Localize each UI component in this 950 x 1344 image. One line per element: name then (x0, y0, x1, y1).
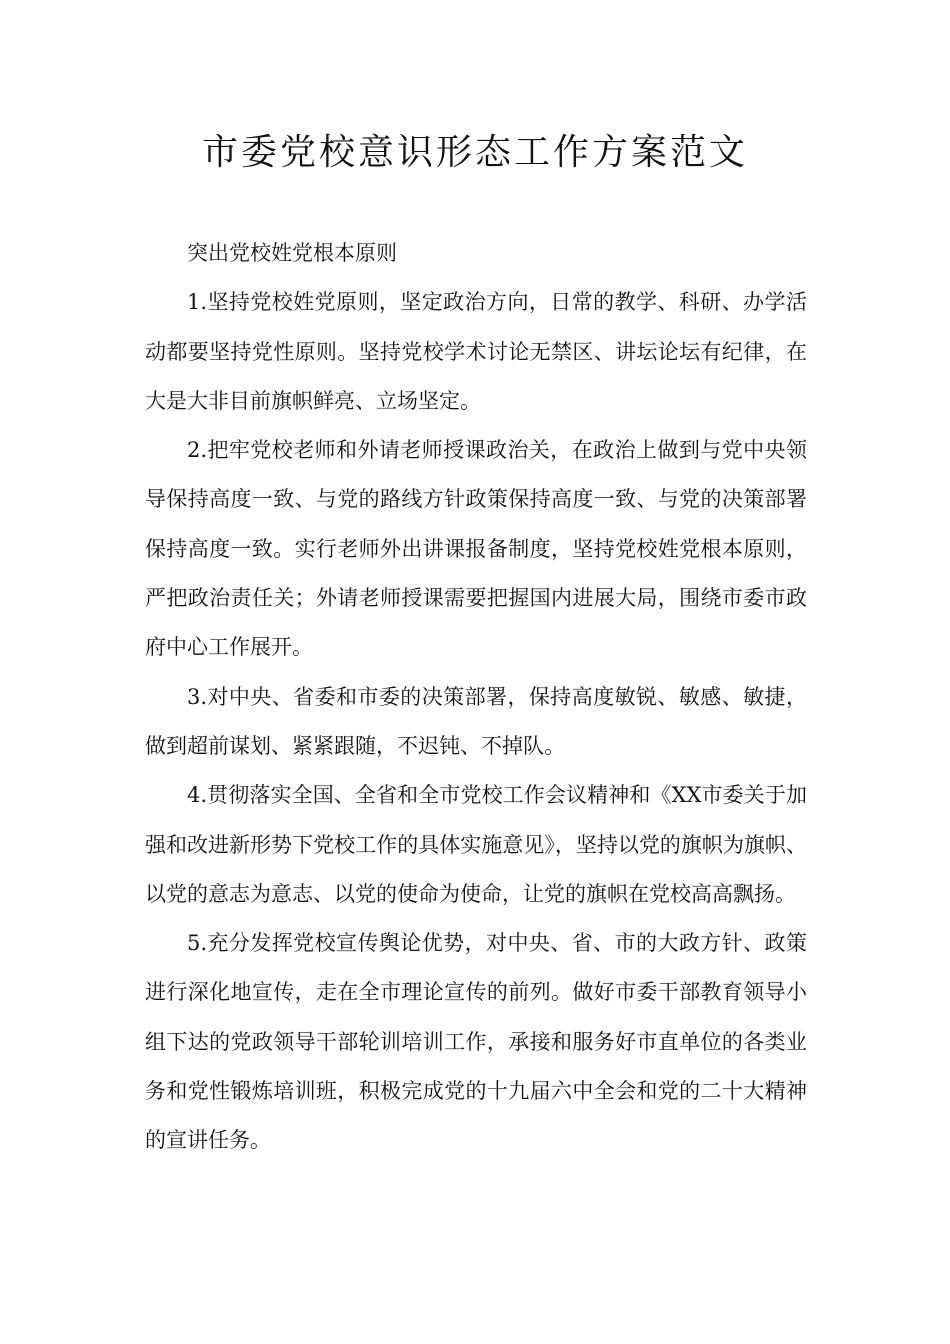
document-body (145, 229, 807, 1166)
document-title: 市委党校意识形态工作方案范文 (201, 132, 748, 173)
section-heading: 突出党校姓党根本原则 (187, 241, 397, 265)
paragraph-3: 3.对中央、省委和市委的决策部署，保持高度敏锐、敏感、敏捷，做到超前谋划、紧紧跟随，不迟钝、不掉队。 (145, 684, 807, 758)
paragraph-2: 2.把牢党校老师和外请老师授课政治关，在政治上做到与党中央领导保持高度一致、与党的路线方针政策保持高度一致、与党的决策部署保持高度一致。实行老师外出讲课报备制度，坚持党校姓党根本原则，严把政治责任关；外请老师授课需要把握国内进展大局，围绕市委市政府中心工作展开。 (145, 438, 807, 660)
paragraph-1: 1.坚持党校姓党原则，坚定政治方向，日常的教学、科研、办学活动都要坚持党性原则。坚持党校学术讨论无禁区、讲坛论坛有纪律，在大是大非目前旗帜鲜亮、立场坚定。 (145, 290, 807, 413)
paragraph-4: 4.贯彻落实全国、全省和全市党校工作会议精神和《XX市委关于加强和改进新形势下党校工作的具体实施意见》，坚持以党的旗帜为旗帜、以党的意志为意志、以党的使命为使命，让党的旗帜在党校高高飘扬。 (145, 783, 807, 906)
paragraph-5: 5.充分发挥党校宣传舆论优势，对中央、省、市的大政方针、政策进行深化地宣传，走在全市理论宣传的前列。做好市委干部教育领导小组下达的党政领导干部轮训培训工作，承接和服务好市直单位的各类业务和党性锻炼培训班，积极完成党的十九届六中全会和党的二十大精神的宣讲任务。 (145, 931, 807, 1153)
